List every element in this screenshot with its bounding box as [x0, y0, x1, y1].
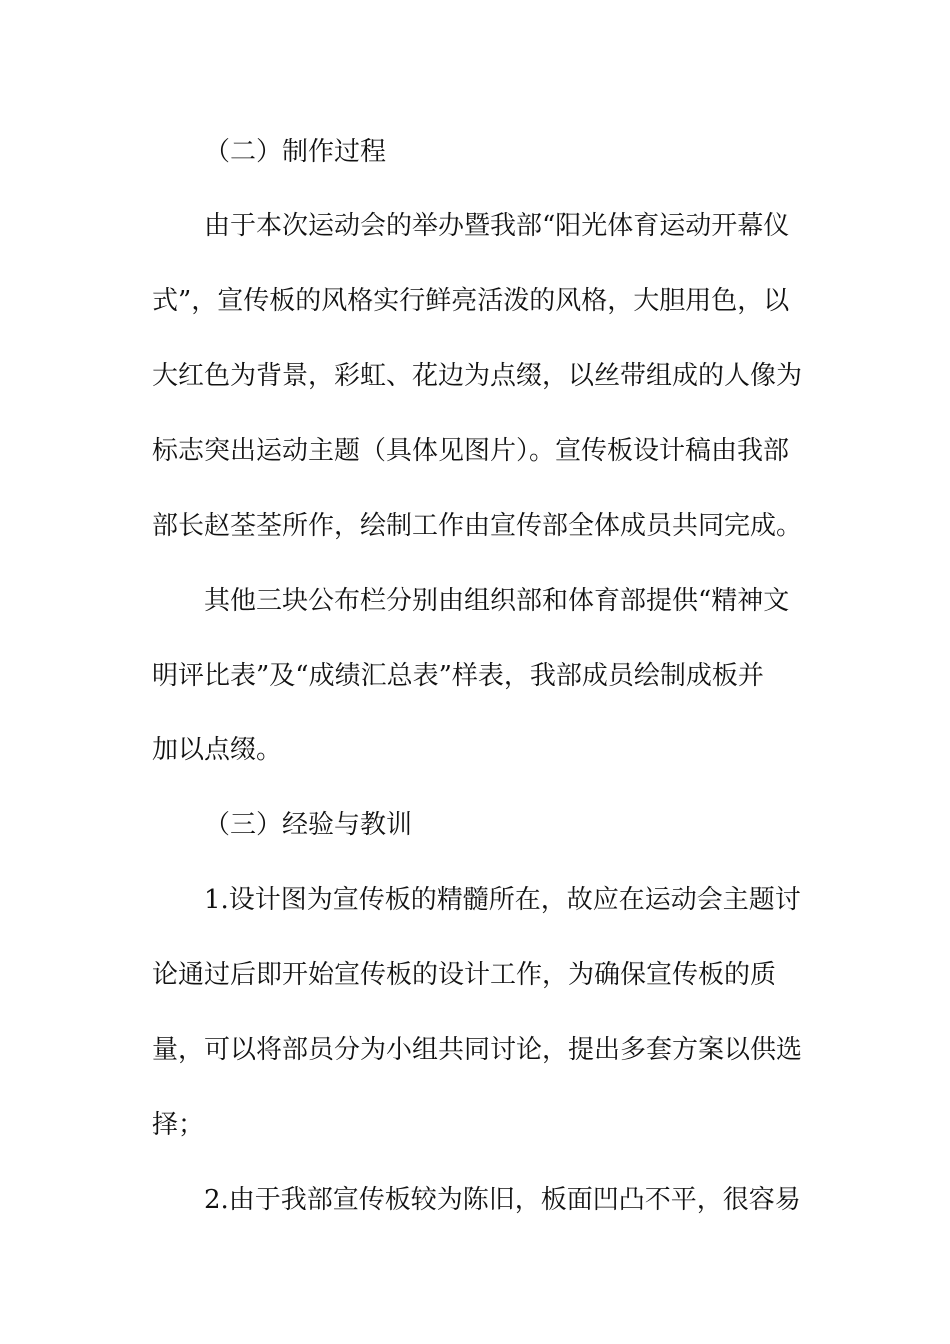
paragraph-line: 部长赵荃荃所作，绘制工作由宣传部全体成员共同完成。 [152, 511, 803, 541]
paragraph-line: 大红色为背景，彩虹、花边为点缀，以丝带组成的人像为 [152, 361, 803, 391]
paragraph-line: 加以点缀。 [152, 735, 283, 765]
paragraph-line: 由于本次运动会的举办暨我部“阳光体育运动开幕仪 [204, 211, 790, 241]
list-item-line: 择； [152, 1110, 205, 1140]
list-item-line: 2.由于我部宣传板较为陈旧，板面凹凸不平，很容易 [204, 1185, 801, 1215]
section-heading-production: （二）制作过程 [204, 137, 387, 167]
list-item-line: 论通过后即开始宣传板的设计工作，为确保宣传板的质 [152, 960, 777, 990]
list-item-line: 1.设计图为宣传板的精髓所在，故应在运动会主题讨 [204, 885, 801, 915]
list-item-line: 量，可以将部员分为小组共同讨论，提出多套方案以供选 [152, 1035, 803, 1065]
paragraph-line: 式”，宣传板的风格实行鲜亮活泼的风格，大胆用色，以 [152, 286, 790, 316]
section-heading-lessons: （三）经验与教训 [204, 810, 413, 840]
paragraph-line: 其他三块公布栏分别由组织部和体育部提供“精神文 [204, 586, 790, 616]
paragraph-line: 明评比表”及“成绩汇总表”样表，我部成员绘制成板并 [152, 661, 764, 691]
paragraph-line: 标志突出运动主题（具体见图片）。宣传板设计稿由我部 [152, 436, 790, 466]
